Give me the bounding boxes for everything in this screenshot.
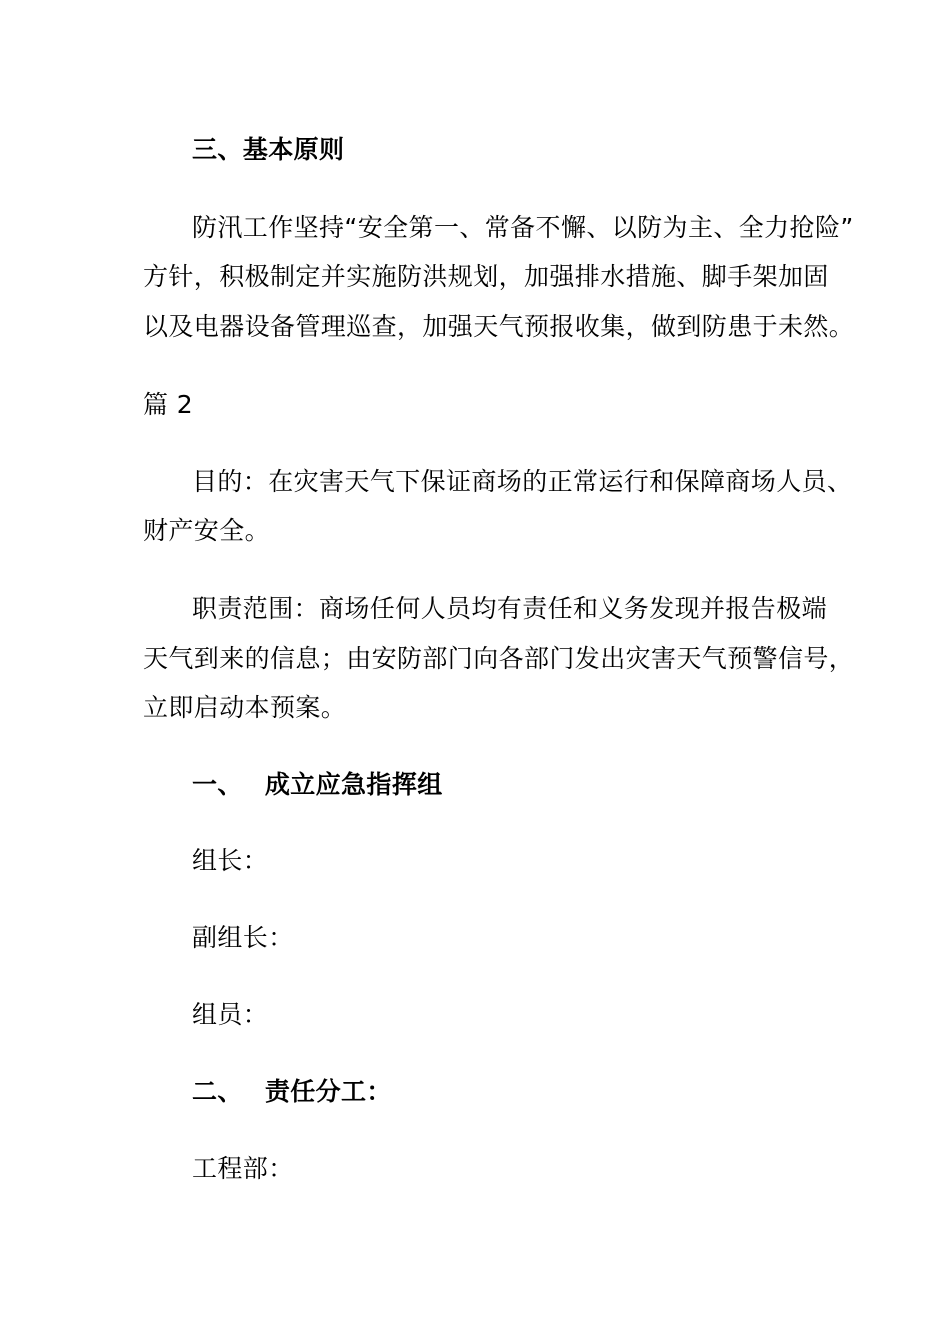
- section-heading-basic-principles: 三、基本原则: [192, 135, 345, 164]
- engineering-dept-label: 工程部：: [192, 1154, 294, 1183]
- deputy-leader-label: 副组长：: [192, 923, 294, 952]
- part-2-label: 篇 2: [143, 390, 194, 419]
- principle-paragraph-line-3: 以及电器设备管理巡查，加强天气预报收集，做到防患于未然。: [143, 312, 855, 341]
- purpose-paragraph-line-2: 财产安全。: [143, 516, 271, 545]
- leader-label: 组长：: [192, 846, 269, 875]
- principle-paragraph-line-1: 防汛工作坚持“安全第一、常备不懈、以防为主、全力抢险”: [192, 213, 854, 242]
- section-heading-command-group: [192, 769, 443, 801]
- heading-number: 二、: [192, 1077, 243, 1106]
- scope-paragraph-line-1: 职责范围：商场任何人员均有责任和义务发现并报告极端: [192, 594, 828, 623]
- scope-paragraph-line-3: 立即启动本预案。: [143, 693, 347, 722]
- heading-title: 责任分工：: [264, 1077, 392, 1106]
- members-label: 组员：: [192, 1000, 269, 1029]
- scope-paragraph-line-2: 天气到来的信息；由安防部门向各部门发出灾害天气预警信号，: [143, 644, 855, 673]
- heading-number: 一、: [192, 770, 243, 799]
- section-heading-responsibilities: [192, 1076, 392, 1108]
- heading-title: 成立应急指挥组: [264, 770, 443, 799]
- purpose-paragraph-line-1: 目的：在灾害天气下保证商场的正常运行和保障商场人员、: [192, 467, 853, 496]
- principle-paragraph-line-2: 方针，积极制定并实施防洪规划，加强排水措施、脚手架加固: [143, 262, 829, 291]
